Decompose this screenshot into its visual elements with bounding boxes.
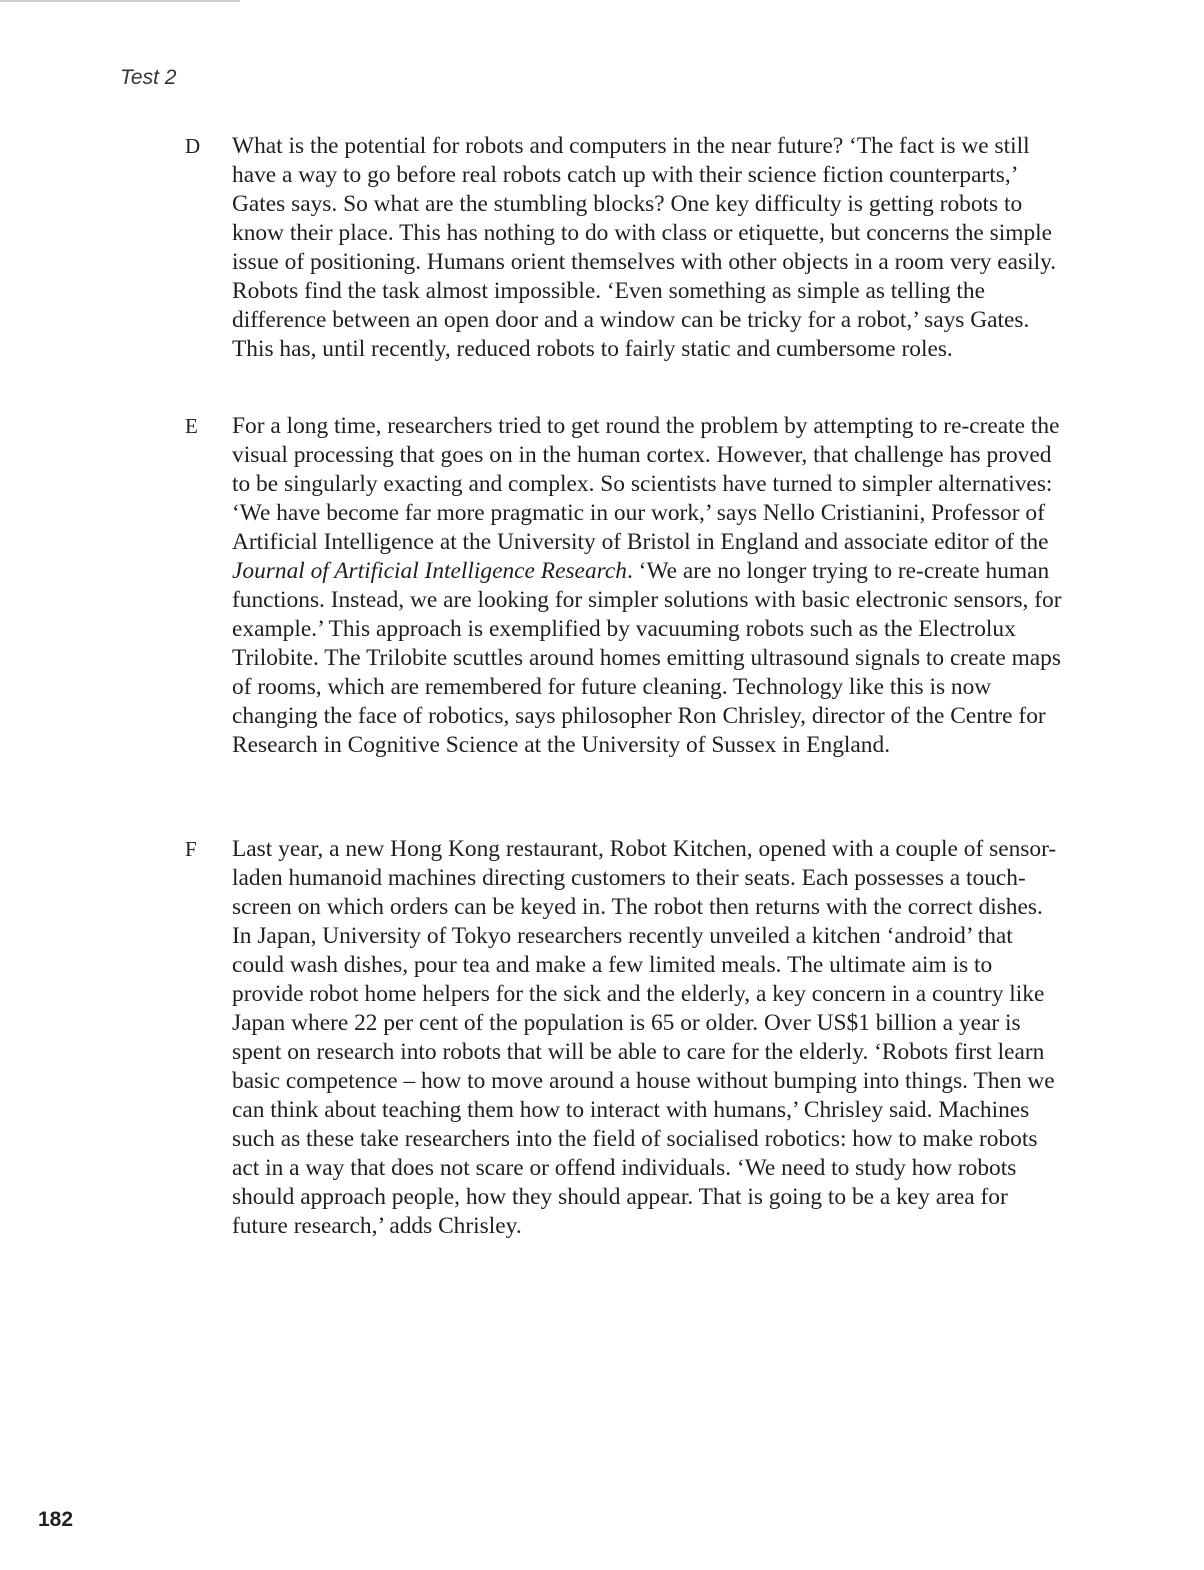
section-letter: F [185,837,197,861]
running-header: Test 2 [120,66,177,89]
journal-title: Journal of Artificial Intelligence Research [232,558,627,584]
paragraph-section-d [185,132,1065,364]
page-number: 182 [38,1508,74,1531]
section-text-part: For a long time, researchers tried to get round the problem by attempting to re-create the visual processing that goes on in the human cortex. However, that challenge has proved to be singularly exacting and complex. So scientists have turned to simpler alternatives: ‘We have become far more pragmatic in our work,’ says Nello Cristianini, Professor of Artificial Intelligence at the University of Bristol in England and associate editor of the [232,413,1060,555]
section-letter: D [185,134,201,158]
paragraph-section-f [185,835,1065,1241]
paragraph-section-e [185,412,1065,760]
top-edge-rule [0,0,240,2]
section-text: Last year, a new Hong Kong restaurant, Robot Kitchen, opened with a couple of sensor-laden humanoid machines directing customers to their seats. Each possesses a touch-screen on which orders can be keyed in. The robot then returns with the correct dishes. In Japan, University of Tokyo researchers recently unveiled a kitchen ‘android’ that could wash dishes, pour tea and make a few limited meals. The ultimate aim is to provide robot home helpers for the sick and the elderly, a key concern in a country like Japan where 22 per cent of the population is 65 or older. Over US$1 billion a year is spent on research into robots that will be able to care for the elderly. ‘Robots first learn basic competence – how to move around a house without bumping into things. Then we can think about teaching them how to interact with humans,’ Chrisley said. Machines such as these take researchers into the field of socialised robotics: how to make robots act in a way that does not scare or offend individuals. ‘We need to study how robots should approach people, how they should appear. That is going to be a key area for future research,’ adds Chrisley. [232,836,1057,1239]
section-letter: E [185,414,198,438]
section-text-part: . ‘We are no longer trying to re-create human functions. Instead, we are looking for simpler solutions with basic electronic sensors, for example.’ This approach is exemplified by vacuuming robots such as the Electrolux Trilobite. The Trilobite scuttles around homes emitting ultrasound signals to create maps of rooms, which are remembered for future cleaning. Technology like this is now changing the face of robotics, says philosopher Ron Chrisley, director of the Centre for Research in Cognitive Science at the University of Sussex in England. [232,558,1062,758]
section-text: What is the potential for robots and computers in the near future? ‘The fact is we still have a way to go before real robots catch up with their science fiction counterparts,’ Gates says. So what are the stumbling blocks? One key difficulty is getting robots to know their place. This has nothing to do with class or etiquette, but concerns the simple issue of positioning. Humans orient themselves with other objects in a room very easily. Robots find the task almost impossible. ‘Even something as simple as telling the difference between an open door and a window can be tricky for a robot,’ says Gates. This has, until recently, reduced robots to fairly static and cumbersome roles. [232,133,1057,362]
section-text [232,412,1065,760]
